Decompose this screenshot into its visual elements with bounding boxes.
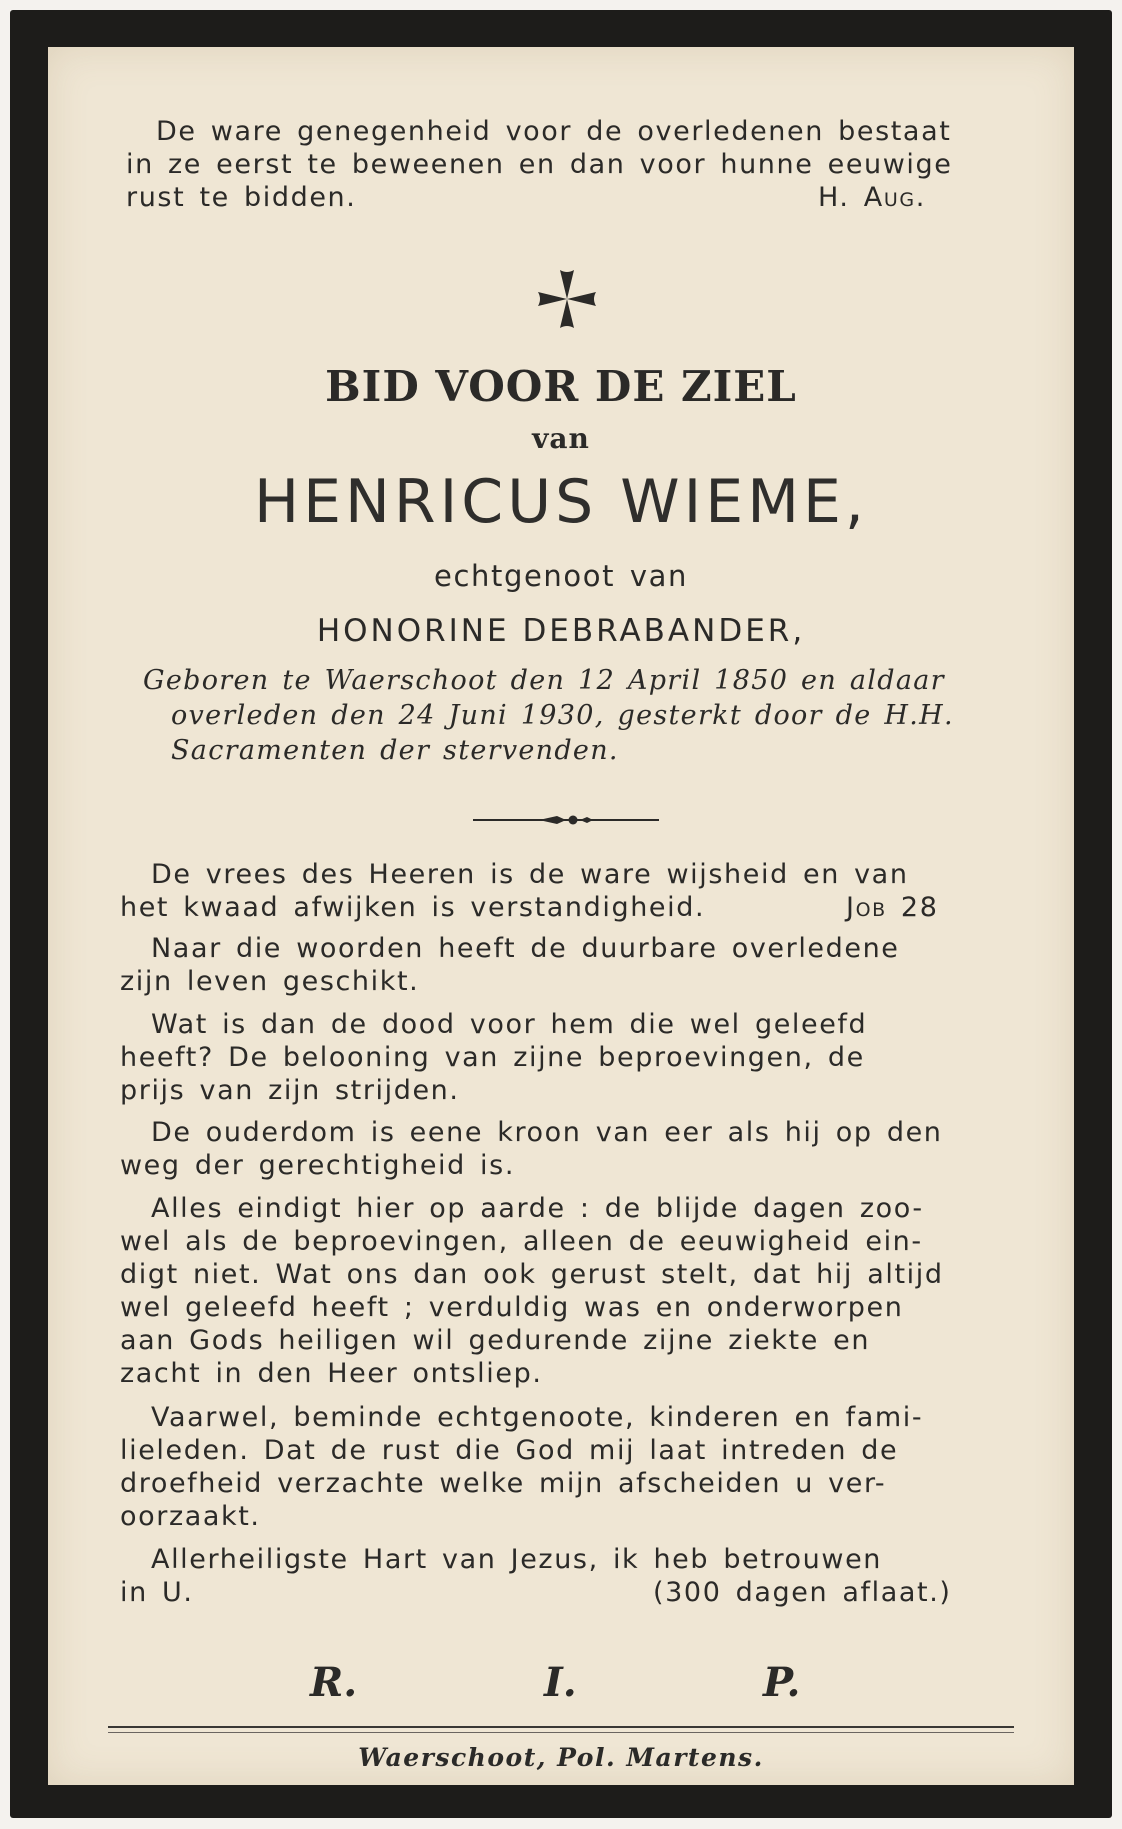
quote-line-1: De ware genegenheid voor de overledenen bestaat — [156, 116, 952, 147]
deceased-name: HENRICUS WIEME, — [254, 467, 868, 537]
rip-p: P. — [763, 1659, 801, 1706]
cross-pattee-icon — [534, 266, 600, 332]
spouse-intro: echtgenoot van — [434, 559, 688, 593]
p5-line-3: digt niet. Wat ons dan ook gerust stelt, dat hij altijd — [120, 1259, 944, 1290]
p5-line-2: wel als de beproevingen, alleen de eeuwigheid ein- — [120, 1226, 923, 1257]
van-label: van — [532, 422, 590, 455]
p2-line-1: Naar die woorden heeft de duurbare overledene — [151, 933, 900, 964]
p4-line-1: De ouderdom is eene kroon van eer als hij op den — [151, 1117, 943, 1148]
p6-line-1: Vaarwel, beminde echtgenoote, kinderen en fami- — [151, 1402, 924, 1433]
p5-line-1: Alles eindigt hier op aarde : de blijde dagen zoo- — [151, 1193, 924, 1224]
quote-line-2: in ze eerst te beweenen en dan voor hunne eeuwige — [126, 149, 953, 180]
p5-line-6: zacht in den Heer ontsliep. — [120, 1358, 543, 1389]
rip-r: R. — [310, 1659, 358, 1706]
biography-line-2: overleden den 24 Juni 1930, gesterkt door de H.H. — [171, 700, 954, 731]
p7-line-1: Allerheiligste Hart van Jezus, ik heb betrouwen — [151, 1544, 882, 1575]
biography-line-3: Sacramenten der stervenden. — [171, 735, 619, 766]
p3-line-2: heeft? De belooning van zijne beproevingen, de — [120, 1042, 865, 1073]
p6-line-4: oorzaakt. — [120, 1501, 261, 1532]
memorial-card — [48, 47, 1074, 1785]
mourning-card-border — [10, 10, 1112, 1818]
p2-line-2: zijn leven geschikt. — [120, 966, 420, 997]
biography-line-1: Geboren te Waerschoot den 12 April 1850 en aldaar — [143, 665, 945, 696]
p3-line-3: prijs van zijn strijden. — [120, 1075, 460, 1106]
quote-attribution: H. Aug. — [818, 182, 926, 213]
p4-line-2: weg der gerechtigheid is. — [120, 1150, 515, 1181]
indulgence-note: (300 dagen aflaat.) — [653, 1577, 952, 1608]
p5-line-5: aan Gods heiligen wil gedurende zijne ziekte en — [120, 1325, 871, 1356]
spouse-name: HONORINE DEBRABANDER, — [316, 613, 806, 649]
p1-line-2: het kwaad afwijken is verstandigheid. — [120, 892, 706, 923]
p1-line-1: De vrees des Heeren is de ware wijsheid en van — [151, 859, 909, 890]
footer-rule-thin — [108, 1732, 1014, 1733]
printer-imprint: Waerschoot, Pol. Martens. — [358, 1743, 764, 1772]
prayer-heading: BID VOOR DE ZIEL — [325, 362, 797, 411]
rip-i: I. — [544, 1659, 577, 1706]
p6-line-3: droefheid verzachte welke mijn afscheiden u ver- — [120, 1468, 887, 1499]
ornamental-divider — [473, 813, 659, 827]
footer-rule — [108, 1726, 1014, 1728]
quote-line-3: rust te bidden. — [126, 182, 357, 213]
p5-line-4: wel geleefd heeft ; verduldig was en onderworpen — [120, 1292, 904, 1323]
p1-reference: Job 28 — [846, 892, 939, 923]
p3-line-1: Wat is dan de dood voor hem die wel geleefd — [151, 1009, 868, 1040]
p7-line-2: in U. — [120, 1577, 194, 1608]
p6-line-2: lieleden. Dat de rust die God mij laat intreden de — [120, 1435, 899, 1466]
